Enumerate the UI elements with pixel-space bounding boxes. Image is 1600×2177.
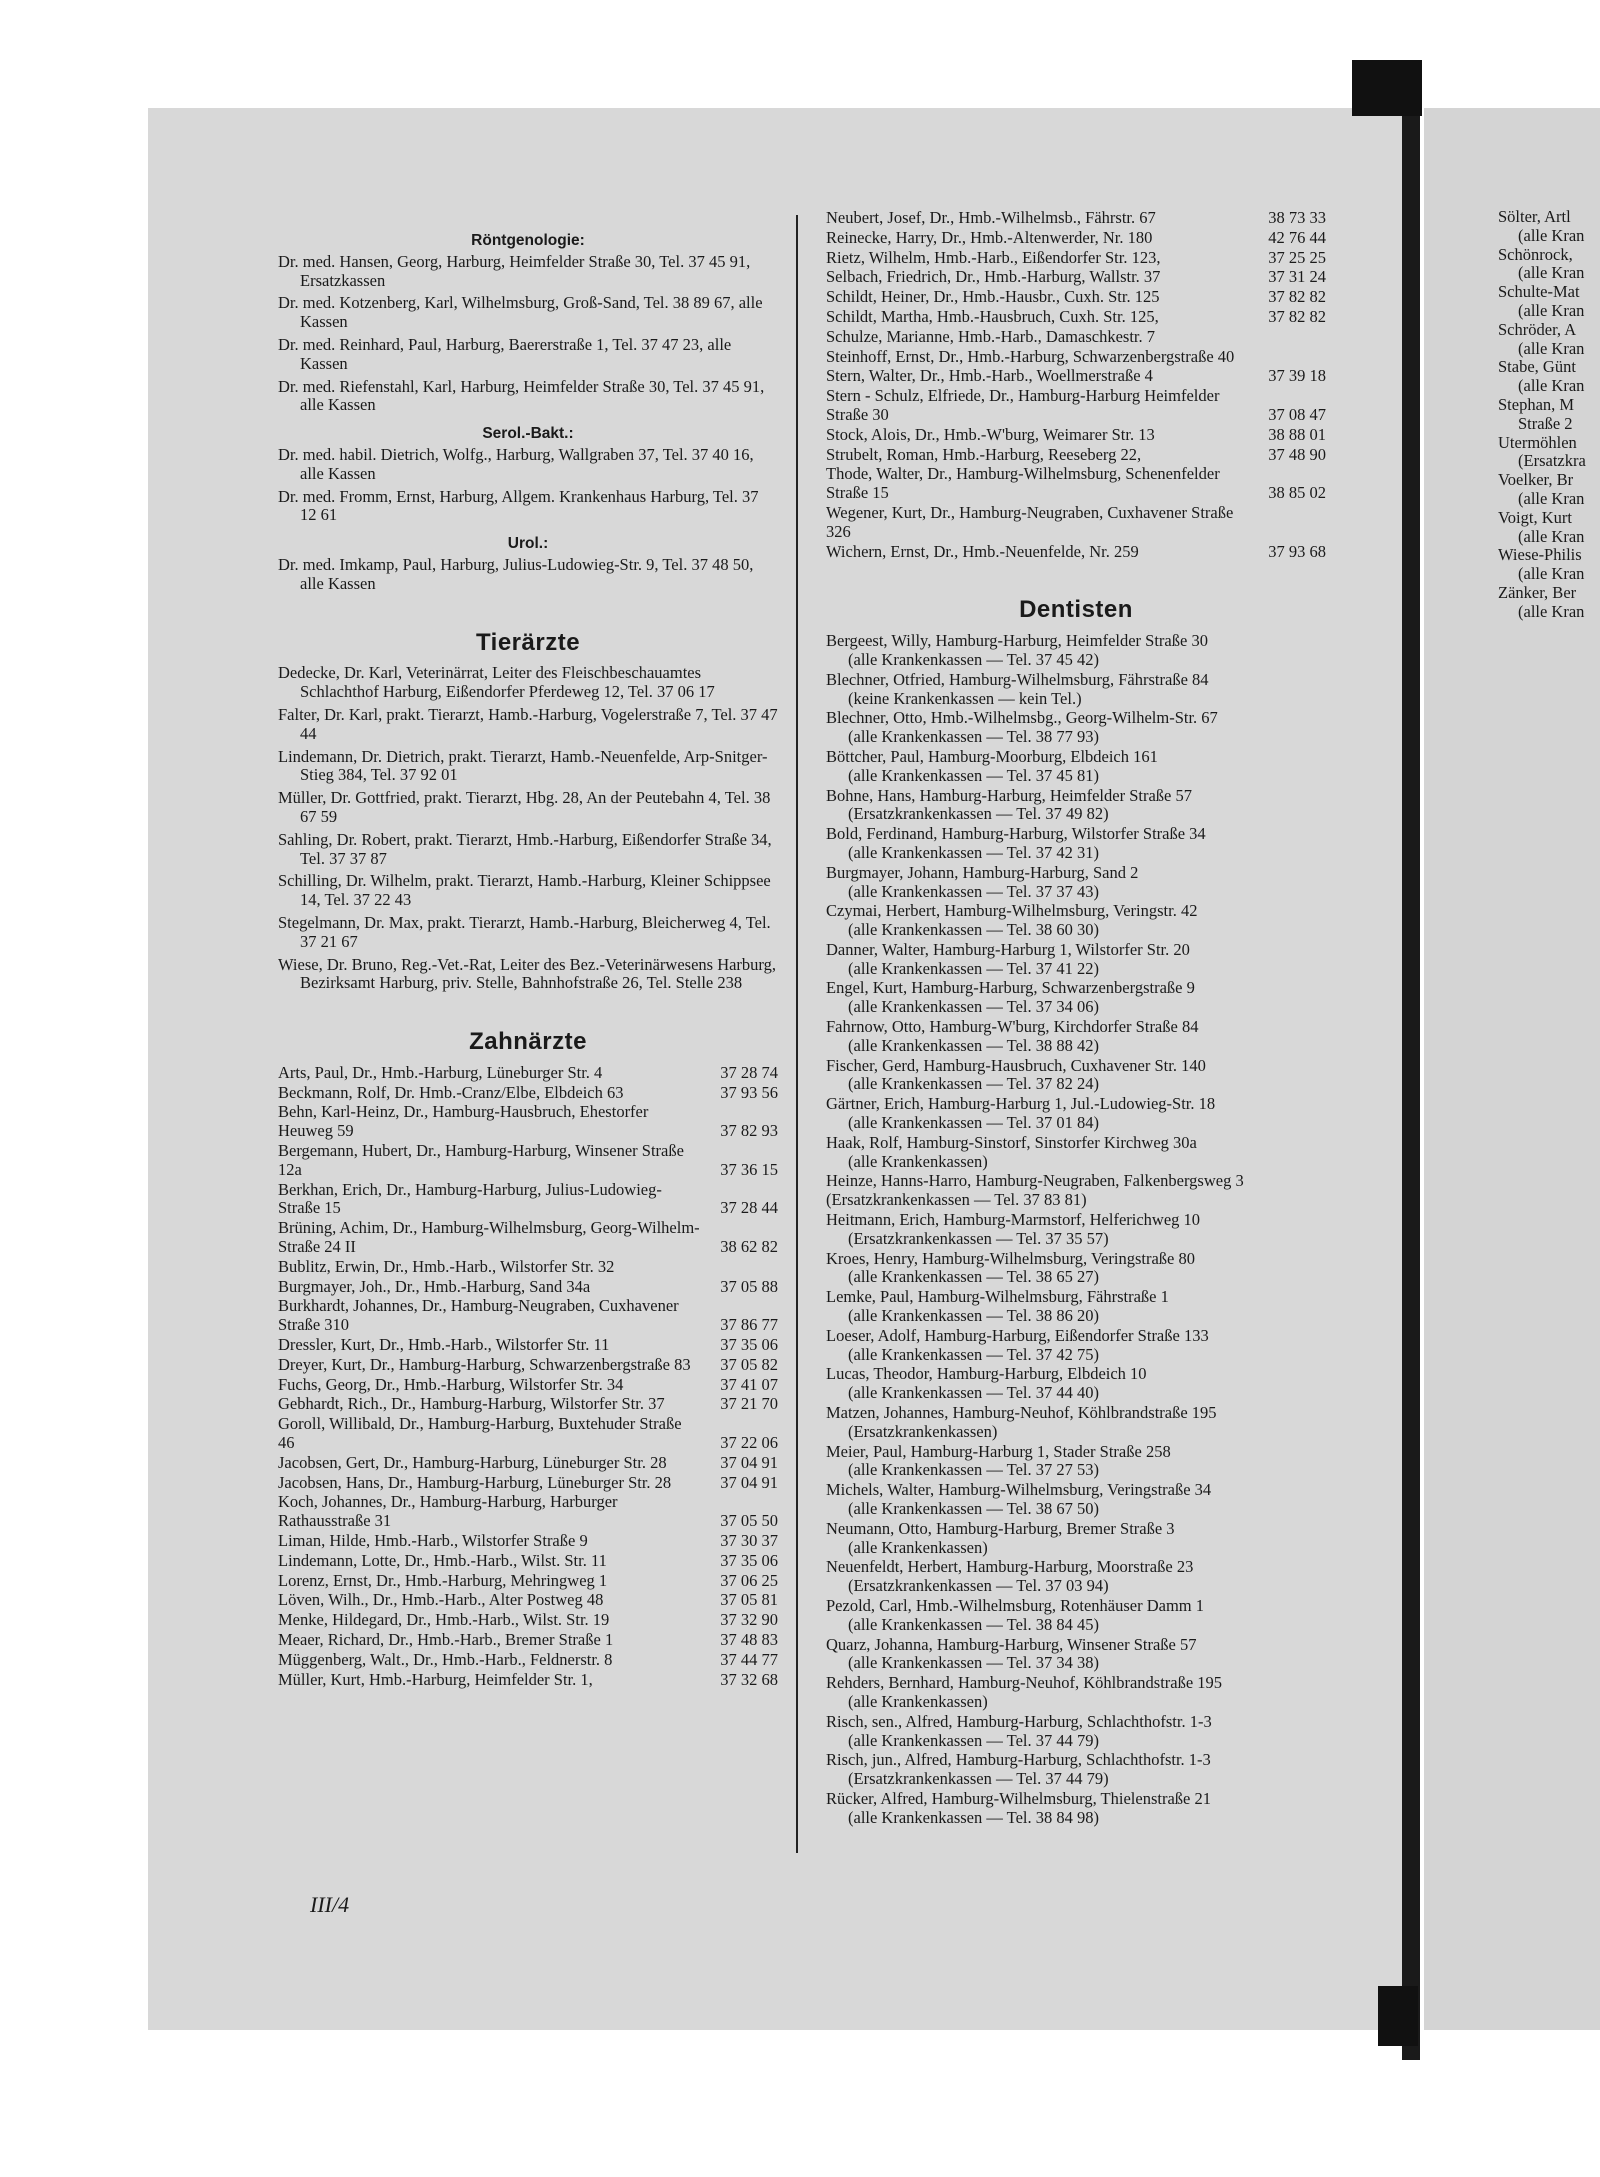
entry-phone: 37 82 82 xyxy=(1268,287,1326,307)
dentist-name-address: Quarz, Johanna, Hamburg-Harburg, Winsener Straße 57 xyxy=(826,1634,1197,1654)
entry-text: Goroll, Willibald, Dr., Hamburg-Harburg, Buxtehuder Straße 46 xyxy=(278,1414,682,1453)
directory-entry xyxy=(826,249,1326,268)
dentist-entry xyxy=(826,1597,1326,1635)
dentist-insurance: (alle Krankenkassen — Tel. 37 42 75) xyxy=(848,1344,1100,1364)
dentist-entry xyxy=(826,1443,1326,1481)
dentist-name-address: Bold, Ferdinand, Hamburg-Harburg, Wilstorfer Straße 34 xyxy=(826,824,1206,844)
dentist-name-address: Fischer, Gerd, Hamburg-Hausbruch, Cuxhavener Str. 140 xyxy=(826,1055,1206,1075)
directory-entry xyxy=(278,1181,778,1219)
entry-phone: 37 22 06 xyxy=(720,1433,778,1453)
directory-entry xyxy=(278,1651,778,1670)
fragment-line: (alle Kran xyxy=(1518,338,1585,358)
dentist-entry xyxy=(826,671,1326,709)
entry-phone: 37 39 18 xyxy=(1268,366,1326,386)
directory-entry xyxy=(826,308,1326,327)
entry-phone: 37 82 82 xyxy=(1268,306,1326,326)
section-heading: Urol.: xyxy=(507,535,549,553)
directory-entry: Stegelmann, Dr. Max, prakt. Tierarzt, Hamb.-Harburg, Bleicherweg 4, Tel. 37 21 67 xyxy=(278,912,771,951)
section-heading: Tierärzte xyxy=(475,628,581,656)
entry-phone: 37 06 25 xyxy=(720,1570,778,1590)
entry-text: Schulze, Marianne, Hmb.-Harb., Damaschkestr. 7 xyxy=(826,326,1155,346)
entry-text: Thode, Walter, Dr., Hamburg-Wilhelmsburg, Schenenfelder Straße 15 xyxy=(826,464,1220,503)
entry-text: Brüning, Achim, Dr., Hamburg-Wilhelmsburg, Georg-Wilhelm-Straße 24 II xyxy=(278,1218,700,1257)
directory-entry xyxy=(278,1103,778,1141)
fragment-line: (alle Kran xyxy=(1518,225,1585,245)
directory-entry xyxy=(278,1219,778,1257)
entry-phone: 37 44 77 xyxy=(720,1649,778,1669)
entry-phone: 37 82 93 xyxy=(720,1121,778,1141)
dentist-entry xyxy=(826,1250,1326,1288)
entry-text: Menke, Hildegard, Dr., Hmb.-Harb., Wilst. Str. 19 xyxy=(278,1610,610,1630)
dentist-insurance: (Ersatzkrankenkassen — Tel. 37 35 57) xyxy=(848,1228,1109,1248)
gutter-shadow-bottom xyxy=(1378,1986,1418,2046)
dentist-insurance: (alle Krankenkassen — Tel. 37 45 81) xyxy=(848,765,1100,785)
entry-text: Fuchs, Georg, Dr., Hmb.-Harburg, Wilstorfer Str. 34 xyxy=(278,1374,624,1394)
entry-text: Liman, Hilde, Hmb.-Harb., Wilstorfer Straße 9 xyxy=(278,1531,588,1551)
directory-entry xyxy=(278,1591,778,1610)
directory-entry: Dr. med. Fromm, Ernst, Harburg, Allgem. Krankenhaus Harburg, Tel. 37 12 61 xyxy=(278,486,759,525)
fragment-line: (Ersatzkra xyxy=(1518,451,1586,471)
dentist-name-address: Bergeest, Willy, Hamburg-Harburg, Heimfelder Straße 30 xyxy=(826,631,1208,651)
directory-entry xyxy=(826,268,1326,287)
entry-text: Schildt, Martha, Hmb.-Hausbruch, Cuxh. Str. 125, xyxy=(826,306,1159,326)
dentist-entry xyxy=(826,1404,1326,1442)
section-heading: Zahnärzte xyxy=(469,1028,587,1056)
dentist-insurance: (alle Krankenkassen — Tel. 38 84 98) xyxy=(848,1807,1100,1827)
directory-entry xyxy=(826,387,1326,425)
entry-phone: 38 62 82 xyxy=(720,1237,778,1257)
fragment-line: (alle Kran xyxy=(1518,376,1585,396)
entry-text: Beckmann, Rolf, Dr. Hmb.-Cranz/Elbe, Elbdeich 63 xyxy=(278,1082,624,1102)
entry-text: Schildt, Heiner, Dr., Hmb.-Hausbr., Cuxh. Str. 125 xyxy=(826,287,1160,307)
directory-entry: Dr. med. Reinhard, Paul, Harburg, Baererstraße 1, Tel. 37 47 23, alle Kassen xyxy=(278,334,732,373)
entry-phone: 37 48 90 xyxy=(1268,444,1326,464)
entry-text: Burkhardt, Johannes, Dr., Hamburg-Neugraben, Cuxhavener Straße 310 xyxy=(278,1296,679,1335)
entry-text: Stern, Walter, Dr., Hmb.-Harb., Woellmerstraße 4 xyxy=(826,366,1153,386)
directory-entry: Dr. med. Hansen, Georg, Harburg, Heimfelder Straße 30, Tel. 37 45 91, Ersatzkassen xyxy=(278,251,751,290)
dentist-entry xyxy=(826,709,1326,747)
dentist-name-address: Haak, Rolf, Hamburg-Sinstorf, Sinstorfer Kirchweg 30a xyxy=(826,1132,1197,1152)
directory-entry: Lindemann, Dr. Dietrich, prakt. Tierarzt, Hamb.-Neuenfelde, Arp-Snitger-Stieg 384, Tel. 37 92 01 xyxy=(278,746,768,785)
entry-text: Stern - Schulz, Elfriede, Dr., Hamburg-Harburg Heimfelder Straße 30 xyxy=(826,386,1220,424)
entry-phone: 37 35 06 xyxy=(720,1550,778,1570)
directory-entry xyxy=(826,348,1326,367)
entry-text: Burgmayer, Joh., Dr., Hmb.-Harburg, Sand 34a xyxy=(278,1276,591,1296)
dentist-entry xyxy=(826,1365,1326,1403)
dentist-entry xyxy=(826,1790,1326,1828)
dentist-name-address: Lemke, Paul, Hamburg-Wilhelmsburg, Fährstraße 1 xyxy=(826,1287,1169,1307)
directory-entry: Dr. med. habil. Dietrich, Wolfg., Harburg, Wallgraben 37, Tel. 37 40 16, alle Kassen xyxy=(278,444,754,483)
directory-entry xyxy=(826,288,1326,307)
dentist-name-address: Czymai, Herbert, Hamburg-Wilhelmsburg, Veringstr. 42 xyxy=(826,901,1198,921)
entry-phone: 37 93 68 xyxy=(1268,541,1326,561)
fragment-line: Voelker, Br xyxy=(1498,470,1574,490)
dentist-entry xyxy=(826,902,1326,940)
dentist-name-address: Michels, Walter, Hamburg-Wilhelmsburg, Veringstraße 34 xyxy=(826,1480,1212,1500)
entry-phone: 37 25 25 xyxy=(1268,247,1326,267)
directory-entry xyxy=(278,1493,778,1531)
directory-entry: Sahling, Dr. Robert, prakt. Tierarzt, Hmb.-Harburg, Eißendorfer Straße 34, Tel. 37 37 87 xyxy=(278,829,772,868)
dentist-name-address: Heitmann, Erich, Hamburg-Marmstorf, Helferichweg 10 xyxy=(826,1210,1201,1230)
dentist-insurance: (Ersatzkrankenkassen — Tel. 37 44 79) xyxy=(848,1769,1109,1789)
gutter-shadow-top xyxy=(1352,60,1422,116)
entry-text: Wichern, Ernst, Dr., Hmb.-Neuenfelde, Nr. 259 xyxy=(826,541,1139,561)
fragment-line: (alle Kran xyxy=(1518,564,1585,584)
fragment-line: Voigt, Kurt xyxy=(1498,507,1572,527)
entry-phone: 37 30 37 xyxy=(720,1531,778,1551)
dentist-name-address: Matzen, Johannes, Hamburg-Neuhof, Köhlbrandstraße 195 xyxy=(826,1403,1217,1423)
entry-phone: 38 88 01 xyxy=(1268,424,1326,444)
dentist-insurance: (alle Krankenkassen — Tel. 37 37 43) xyxy=(848,881,1100,901)
fragment-line: (alle Kran xyxy=(1518,300,1585,320)
column-divider xyxy=(796,215,798,1853)
directory-entry xyxy=(826,426,1326,445)
entry-phone: 37 04 91 xyxy=(720,1472,778,1492)
directory-entry xyxy=(826,367,1326,386)
dentist-name-address: Fahrnow, Otto, Hamburg-W'burg, Kirchdorfer Straße 84 xyxy=(826,1017,1199,1037)
dentist-name-address: Heinze, Hanns-Harro, Hamburg-Neugraben, Falkenbergsweg 3 (Ersatzkrankenkassen — Tel. 37 83 81) xyxy=(826,1171,1244,1210)
next-page-column xyxy=(1498,208,1600,622)
entry-text: Wegener, Kurt, Dr., Hamburg-Neugraben, Cuxhavener Straße 326 xyxy=(826,502,1234,541)
directory-entry xyxy=(278,1671,778,1690)
dentist-entry xyxy=(826,979,1326,1017)
dentist-name-address: Risch, jun., Alfred, Hamburg-Harburg, Schlachthofstr. 1-3 xyxy=(826,1750,1211,1770)
dentist-name-address: Meier, Paul, Hamburg-Harburg 1, Stader Straße 258 xyxy=(826,1441,1171,1461)
dentist-name-address: Burgmayer, Johann, Hamburg-Harburg, Sand 2 xyxy=(826,862,1139,882)
dentist-entry xyxy=(826,1134,1326,1172)
dentist-entry xyxy=(826,1636,1326,1674)
entry-phone: 38 73 33 xyxy=(1268,208,1326,227)
dentist-insurance: (alle Krankenkassen — Tel. 37 01 84) xyxy=(848,1113,1100,1133)
dentist-insurance: (alle Krankenkassen — Tel. 38 67 50) xyxy=(848,1499,1100,1518)
dentist-name-address: Danner, Walter, Hamburg-Harburg 1, Wilstorfer Str. 20 xyxy=(826,939,1190,959)
entry-text: Bublitz, Erwin, Dr., Hmb.-Harb., Wilstorfer Str. 32 xyxy=(278,1256,615,1276)
entry-text: Selbach, Friedrich, Dr., Hmb.-Harburg, Wallstr. 37 xyxy=(826,267,1161,287)
dentist-entry xyxy=(826,787,1326,825)
entry-phone: 38 85 02 xyxy=(1268,483,1326,503)
entry-text: Gebhardt, Rich., Dr., Hamburg-Harburg, Wilstorfer Str. 37 xyxy=(278,1394,665,1414)
entry-text: Jacobsen, Hans, Dr., Hamburg-Harburg, Lüneburger Str. 28 xyxy=(278,1472,672,1492)
dentist-entry xyxy=(826,1211,1326,1249)
dentist-entry xyxy=(826,1095,1326,1133)
directory-entry xyxy=(278,1611,778,1630)
entry-phone: 37 86 77 xyxy=(720,1315,778,1335)
dentist-insurance: (alle Krankenkassen — Tel. 37 44 40) xyxy=(848,1383,1100,1403)
dentist-name-address: Blechner, Otto, Hmb.-Wilhelmsbg., Georg-Wilhelm-Str. 67 xyxy=(826,708,1218,728)
directory-entry xyxy=(826,328,1326,347)
dentist-entry xyxy=(826,1018,1326,1056)
fragment-line: Zänker, Ber xyxy=(1498,582,1577,602)
entry-phone: 37 35 06 xyxy=(720,1335,778,1355)
entry-text: Rietz, Wilhelm, Hmb.-Harb., Eißendorfer Str. 123, xyxy=(826,247,1161,267)
dentist-insurance: (alle Krankenkassen — Tel. 38 84 45) xyxy=(848,1614,1100,1634)
entry-text: Bergemann, Hubert, Dr., Hamburg-Harburg, Winsener Straße 12a xyxy=(278,1141,684,1179)
entry-phone: 37 05 50 xyxy=(720,1511,778,1531)
dentist-insurance: (alle Krankenkassen — Tel. 38 77 93) xyxy=(848,727,1100,747)
directory-entry xyxy=(278,1532,778,1551)
dentist-name-address: Böttcher, Paul, Hamburg-Moorburg, Elbdeich 161 xyxy=(826,746,1158,766)
dentist-insurance: (Ersatzkrankenkassen — Tel. 37 49 82) xyxy=(848,804,1109,824)
directory-entry xyxy=(278,1142,778,1180)
dentist-entry xyxy=(826,1172,1326,1210)
entry-phone: 37 48 83 xyxy=(720,1630,778,1649)
dentist-name-address: Risch, sen., Alfred, Hamburg-Harburg, Schlachthofstr. 1-3 xyxy=(826,1711,1212,1731)
directory-entry xyxy=(826,543,1326,562)
entry-text: Steinhoff, Ernst, Dr., Hmb.-Harburg, Schwarzenbergstraße 40 xyxy=(826,346,1235,366)
section-heading: Dentisten xyxy=(1019,596,1133,624)
dentist-name-address: Gärtner, Erich, Hamburg-Harburg 1, Jul.-Ludowieg-Str. 18 xyxy=(826,1094,1216,1114)
fragment-line: Stabe, Günt xyxy=(1498,357,1576,377)
dentist-name-address: Engel, Kurt, Hamburg-Harburg, Schwarzenbergstraße 9 xyxy=(826,978,1195,998)
directory-entry xyxy=(278,1552,778,1571)
entry-text: Reinecke, Harry, Dr., Hmb.-Altenwerder, Nr. 180 xyxy=(826,227,1153,247)
directory-entry: Dr. med. Riefenstahl, Karl, Harburg, Heimfelder Straße 30, Tel. 37 45 91, alle Kassen xyxy=(278,376,765,415)
directory-entry xyxy=(278,1356,778,1375)
entry-text: Koch, Johannes, Dr., Hamburg-Harburg, Harburger Rathausstraße 31 xyxy=(278,1492,618,1531)
entry-text: Dressler, Kurt, Dr., Hmb.-Harb., Wilstorfer Str. 11 xyxy=(278,1335,610,1355)
directory-entry xyxy=(278,1474,778,1493)
dentist-entry xyxy=(826,1327,1326,1365)
dentist-name-address: Lucas, Theodor, Hamburg-Harburg, Elbdeich 10 xyxy=(826,1364,1147,1384)
entry-phone: 42 76 44 xyxy=(1268,227,1326,247)
directory-entry xyxy=(278,1572,778,1591)
directory-entry xyxy=(826,465,1326,503)
section-heading: Serol.-Bakt.: xyxy=(482,425,574,443)
dentist-insurance: (alle Krankenkassen — Tel. 37 45 42) xyxy=(848,649,1100,669)
entry-phone: 37 28 44 xyxy=(720,1198,778,1218)
dentist-insurance: (alle Krankenkassen) xyxy=(848,1691,988,1711)
directory-entry xyxy=(278,1064,778,1083)
dentist-entry xyxy=(826,1481,1326,1519)
dentist-entry xyxy=(826,1520,1326,1558)
directory-entry xyxy=(278,1395,778,1414)
dentist-insurance: (alle Krankenkassen — Tel. 37 42 31) xyxy=(848,842,1100,862)
dentist-entry xyxy=(826,1558,1326,1596)
directory-entry xyxy=(826,504,1326,542)
dentist-name-address: Rücker, Alfred, Hamburg-Wilhelmsburg, Thielenstraße 21 xyxy=(826,1788,1211,1808)
entry-text: Strubelt, Roman, Hmb.-Harburg, Reeseberg 22, xyxy=(826,444,1142,464)
fragment-line: (alle Kran xyxy=(1518,526,1585,546)
fragment-line: Straße 2 xyxy=(1518,413,1573,433)
entry-phone: 37 08 47 xyxy=(1268,404,1326,424)
directory-entry: Wiese, Dr. Bruno, Reg.-Vet.-Rat, Leiter des Bez.-Veterinärwesens Harburg, Bezirksamt Harburg, priv. Stelle, Bahnhofstraße 26, Tel. Stelle 238 xyxy=(278,954,776,993)
dentist-name-address: Kroes, Henry, Hamburg-Wilhelmsburg, Veringstraße 80 xyxy=(826,1248,1195,1268)
dentist-insurance: (Ersatzkrankenkassen) xyxy=(848,1421,998,1441)
directory-entry: Dr. med. Imkamp, Paul, Harburg, Julius-Ludowieg-Str. 9, Tel. 37 48 50, alle Kassen xyxy=(278,554,754,593)
dentist-insurance: (alle Krankenkassen — Tel. 38 88 42) xyxy=(848,1035,1100,1055)
directory-entry xyxy=(278,1376,778,1395)
dentist-name-address: Rehders, Bernhard, Hamburg-Neuhof, Köhlbrandstraße 195 xyxy=(826,1673,1223,1693)
dentist-name-address: Pezold, Carl, Hmb.-Wilhelmsburg, Rotenhäuser Damm 1 xyxy=(826,1595,1205,1615)
dentist-insurance: (alle Krankenkassen — Tel. 38 60 30) xyxy=(848,920,1100,940)
directory-entry xyxy=(278,1336,778,1355)
fragment-line: Schönrock, xyxy=(1498,244,1573,264)
entry-text: Dreyer, Kurt, Dr., Hamburg-Harburg, Schwarzenbergstraße 83 xyxy=(278,1354,691,1374)
entry-text: Jacobsen, Gert, Dr., Hamburg-Harburg, Lüneburger Str. 28 xyxy=(278,1452,667,1472)
section-heading: Röntgenologie: xyxy=(471,232,585,249)
dentist-name-address: Neumann, Otto, Hamburg-Harburg, Bremer Straße 3 xyxy=(826,1518,1175,1538)
entry-text: Behn, Karl-Heinz, Dr., Hamburg-Hausbruch, Ehestorfer Heuweg 59 xyxy=(278,1102,649,1141)
directory-entry: Müller, Dr. Gottfried, prakt. Tierarzt, Hbg. 28, An der Peutebahn 4, Tel. 38 67 59 xyxy=(278,788,771,826)
dentist-name-address: Neuenfeldt, Herbert, Hamburg-Harburg, Moorstraße 23 xyxy=(826,1557,1194,1577)
entry-phone: 37 32 90 xyxy=(720,1610,778,1630)
fragment-line: Wiese-Philis xyxy=(1498,545,1582,565)
entry-phone: 37 28 74 xyxy=(720,1062,778,1082)
dentist-entry xyxy=(826,825,1326,863)
directory-entry xyxy=(278,1415,778,1453)
dentist-entry xyxy=(826,1751,1326,1789)
entry-phone: 37 41 07 xyxy=(720,1374,778,1394)
dentist-entry xyxy=(826,941,1326,979)
dentist-entry xyxy=(826,1057,1326,1095)
dentist-insurance: (alle Krankenkassen — Tel. 37 34 38) xyxy=(848,1653,1100,1673)
fragment-line: (alle Kran xyxy=(1518,601,1585,621)
fragment-line: Utermöhlen xyxy=(1498,432,1577,452)
directory-entry xyxy=(278,1454,778,1473)
dentist-insurance: (alle Krankenkassen — Tel. 37 34 06) xyxy=(848,997,1100,1017)
fragment-line: Stephan, M xyxy=(1498,394,1575,414)
entry-text: Arts, Paul, Dr., Hmb.-Harburg, Lüneburger Str. 4 xyxy=(278,1062,603,1082)
dentist-insurance: (alle Krankenkassen — Tel. 38 86 20) xyxy=(848,1306,1100,1326)
directory-entry: Schilling, Dr. Wilhelm, prakt. Tierarzt, Hamb.-Harburg, Kleiner Schippsee 14, Tel. 37 22 43 xyxy=(278,871,771,910)
directory-entry: Falter, Dr. Karl, prakt. Tierarzt, Hamb.-Harburg, Vogelerstraße 7, Tel. 37 47 44 xyxy=(278,704,778,743)
directory-entry xyxy=(826,229,1326,248)
entry-phone: 37 05 81 xyxy=(720,1590,778,1610)
entry-text: Lorenz, Ernst, Dr., Hmb.-Harburg, Mehringweg 1 xyxy=(278,1570,608,1590)
dentist-name-address: Bohne, Hans, Hamburg-Harburg, Heimfelder Straße 57 xyxy=(826,785,1192,805)
dentist-insurance: (alle Krankenkassen — Tel. 37 41 22) xyxy=(848,958,1100,978)
entry-phone: 37 05 82 xyxy=(720,1354,778,1374)
right-column xyxy=(826,208,1326,1829)
dentist-name-address: Loeser, Adolf, Hamburg-Harburg, Eißendorfer Straße 133 xyxy=(826,1325,1209,1345)
page-number: III/4 xyxy=(310,1892,350,1917)
entry-text: Müller, Kurt, Hmb.-Harburg, Heimfelder Str. 1, xyxy=(278,1669,593,1689)
dentist-entry xyxy=(826,864,1326,902)
directory-entry: Dr. med. Kotzenberg, Karl, Wilhelmsburg, Groß-Sand, Tel. 38 89 67, alle Kassen xyxy=(278,293,763,332)
dentist-insurance: (alle Krankenkassen) xyxy=(848,1151,988,1171)
dentist-insurance: (alle Krankenkassen — Tel. 38 65 27) xyxy=(848,1267,1100,1287)
dentist-insurance: (alle Krankenkassen — Tel. 37 44 79) xyxy=(848,1730,1100,1750)
fragment-line: Sölter, Artl xyxy=(1498,208,1571,226)
entry-phone: 37 93 56 xyxy=(720,1082,778,1102)
dentist-insurance: (alle Krankenkassen) xyxy=(848,1537,988,1557)
directory-entry xyxy=(278,1084,778,1103)
book-gutter xyxy=(1402,60,1420,2060)
entry-phone: 37 05 88 xyxy=(720,1276,778,1296)
entry-text: Berkhan, Erich, Dr., Hamburg-Harburg, Julius-Ludowieg-Straße 15 xyxy=(278,1179,662,1218)
directory-entry xyxy=(278,1297,778,1335)
dentist-name-address: Blechner, Otfried, Hamburg-Wilhelmsburg, Fährstraße 84 xyxy=(826,669,1209,689)
dentist-entry xyxy=(826,1674,1326,1712)
directory-entry xyxy=(278,1278,778,1297)
directory-entry: Dedecke, Dr. Karl, Veterinärrat, Leiter des Fleischbeschauamtes Schlachthof Harburg, Eißendorfer Pferdeweg 12, Tel. 37 06 17 xyxy=(278,663,715,702)
entry-text: Stock, Alois, Dr., Hmb.-W'burg, Weimarer Str. 13 xyxy=(826,424,1155,444)
entry-phone: 37 04 91 xyxy=(720,1452,778,1472)
dentist-entry xyxy=(826,1288,1326,1326)
fragment-line: Schulte-Mat xyxy=(1498,282,1580,302)
entry-text: Lindemann, Lotte, Dr., Hmb.-Harb., Wilst. Str. 11 xyxy=(278,1550,607,1570)
dentist-entry xyxy=(826,632,1326,670)
left-column xyxy=(278,222,778,1690)
entry-phone: 37 21 70 xyxy=(720,1394,778,1414)
directory-entry xyxy=(278,1631,778,1650)
directory-entry xyxy=(826,209,1326,228)
entry-phone: 37 36 15 xyxy=(720,1159,778,1179)
dentist-insurance: (alle Krankenkassen — Tel. 37 27 53) xyxy=(848,1460,1100,1480)
entry-text: Müggenberg, Walt., Dr., Hmb.-Harb., Feldnerstr. 8 xyxy=(278,1649,613,1669)
entry-phone: 37 31 24 xyxy=(1268,267,1326,287)
fragment-line: (alle Kran xyxy=(1518,263,1585,283)
entry-text: Löven, Wilh., Dr., Hmb.-Harb., Alter Postweg 48 xyxy=(278,1590,604,1610)
entry-text: Meaer, Richard, Dr., Hmb.-Harb., Bremer Straße 1 xyxy=(278,1630,614,1649)
fragment-line: Schröder, A xyxy=(1498,319,1577,339)
directory-entry xyxy=(826,446,1326,465)
dentist-insurance: (keine Krankenkassen — kein Tel.) xyxy=(848,688,1082,708)
entry-phone: 37 32 68 xyxy=(720,1669,778,1689)
dentist-insurance: (alle Krankenkassen — Tel. 37 82 24) xyxy=(848,1074,1100,1094)
dentist-insurance: (Ersatzkrankenkassen — Tel. 37 03 94) xyxy=(848,1576,1109,1596)
fragment-line: (alle Kran xyxy=(1518,488,1585,508)
entry-text: Neubert, Josef, Dr., Hmb.-Wilhelmsb., Fährstr. 67 xyxy=(826,208,1156,227)
directory-entry xyxy=(278,1258,778,1277)
dentist-entry xyxy=(826,748,1326,786)
dentist-entry xyxy=(826,1713,1326,1751)
